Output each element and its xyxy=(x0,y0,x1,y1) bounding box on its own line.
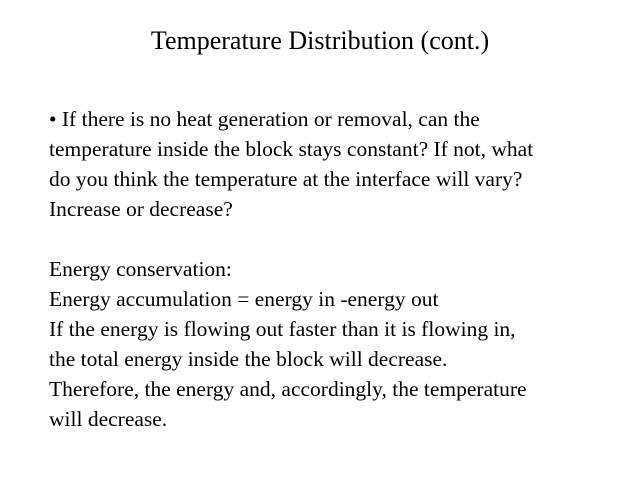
question-line: temperature inside the block stays constant? If not, what xyxy=(49,137,534,161)
slide-body xyxy=(49,104,634,434)
answer-line: the total energy inside the block will decrease. xyxy=(49,347,448,371)
question-line: Increase or decrease? xyxy=(49,197,233,221)
answer-heading: Energy conservation: xyxy=(49,257,232,281)
answer-line: Energy accumulation = energy in -energy out xyxy=(49,287,439,311)
answer-line: If the energy is flowing out faster than it is flowing in, xyxy=(49,317,516,341)
question-line: do you think the temperature at the interface will vary? xyxy=(49,167,523,191)
question-line: • If there is no heat generation or removal, can the xyxy=(49,107,480,131)
answer-line: Therefore, the energy and, accordingly, the temperature xyxy=(49,377,527,401)
slide-title: Temperature Distribution (cont.) xyxy=(150,26,490,55)
answer-line: will decrease. xyxy=(49,407,168,431)
paragraph-gap xyxy=(49,224,634,254)
